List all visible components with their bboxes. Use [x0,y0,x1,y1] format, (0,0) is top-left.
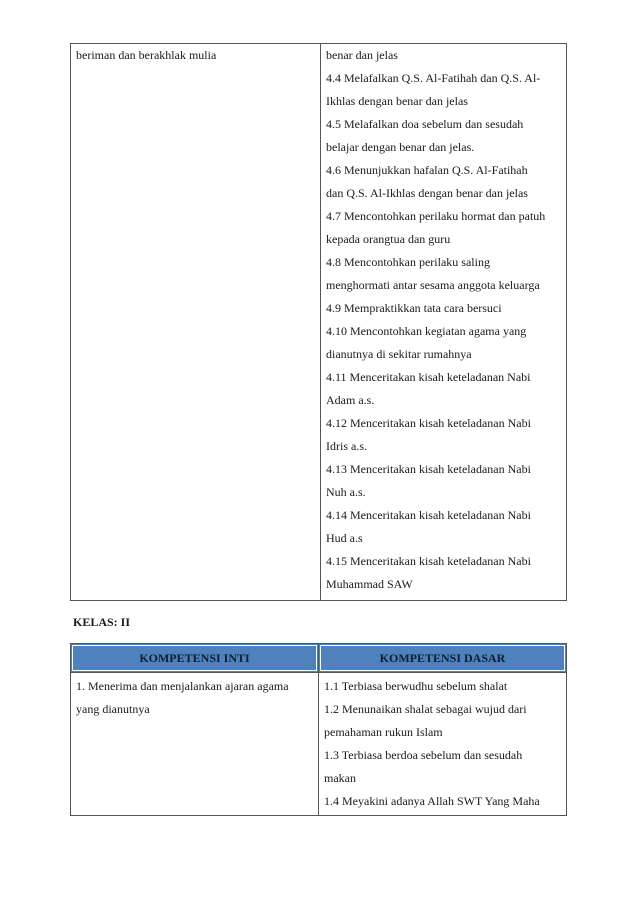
text-line: 4.6 Menunjukkan hafalan Q.S. Al-Fatihah [326,163,528,177]
text-line: pemahaman rukun Islam [324,725,443,739]
text-line: 1.2 Menunaikan shalat sebagai wujud dari [324,702,527,716]
text-line: 4.12 Menceritakan kisah keteladanan Nabi [326,416,531,430]
text-line: Hud a.s [326,531,363,545]
text-line: Ikhlas dengan benar dan jelas [326,94,468,108]
table-row [71,44,567,601]
text-line: 4.13 Menceritakan kisah keteladanan Nabi [326,462,531,476]
text-line: benar dan jelas [326,48,398,62]
text-line: 4.7 Mencontohkan perilaku hormat dan patuh [326,209,546,223]
text-line: Muhammad SAW [326,577,413,591]
header-kompetensi-inti-label: KOMPETENSI INTI [72,645,317,671]
kompetensi-dasar-cell [319,673,567,816]
table-row [71,673,567,816]
text-line: 1. Menerima dan menjalankan ajaran agama [76,679,289,693]
text-line: 4.11 Menceritakan kisah keteladanan Nabi [326,370,531,384]
text-line: 4.10 Mencontohkan kegiatan agama yang [326,324,527,338]
competency-table-kelas-i-continued [70,43,567,601]
text-line: dianutnya di sekitar rumahnya [326,347,472,361]
text-line: 1.3 Terbiasa berdoa sebelum dan sesudah [324,748,523,762]
text-line: Adam a.s. [326,393,375,407]
kompetensi-dasar-cell [321,44,567,601]
text-line: kepada orangtua dan guru [326,232,451,246]
text-line: yang dianutnya [76,702,150,716]
text-line: dan Q.S. Al-Ikhlas dengan benar dan jelas [326,186,528,200]
text-line: menghormati antar sesama anggota keluarga [326,278,540,292]
competency-table-kelas-ii [70,643,567,816]
text-line: 4.15 Menceritakan kisah keteladanan Nabi [326,554,531,568]
kompetensi-inti-cell [71,44,321,601]
text-line: Idris a.s. [326,439,367,453]
text-line: belajar dengan benar dan jelas. [326,140,475,154]
header-kompetensi-inti [71,644,319,673]
text-line: 4.14 Menceritakan kisah keteladanan Nabi [326,508,531,522]
text-line: 4.9 Mempraktikkan tata cara bersuci [326,301,502,315]
header-kompetensi-dasar-label: KOMPETENSI DASAR [320,645,565,671]
text-line: makan [324,771,356,785]
text-line: Nuh a.s. [326,485,366,499]
text-line: 4.5 Melafalkan doa sebelum dan sesudah [326,117,524,131]
text-line: 1.4 Meyakini adanya Allah SWT Yang Maha [324,794,540,808]
text-line: 1.1 Terbiasa berwudhu sebelum shalat [324,679,508,693]
table-header-row [71,644,567,673]
kompetensi-inti-cell [71,673,319,816]
header-kompetensi-dasar [319,644,567,673]
text-line: beriman dan berakhlak mulia [76,48,217,62]
text-line: 4.4 Melafalkan Q.S. Al-Fatihah dan Q.S. Al- [326,71,541,85]
text-line: 4.8 Mencontohkan perilaku saling [326,255,490,269]
section-heading-kelas-ii: KELAS: II [73,615,131,629]
